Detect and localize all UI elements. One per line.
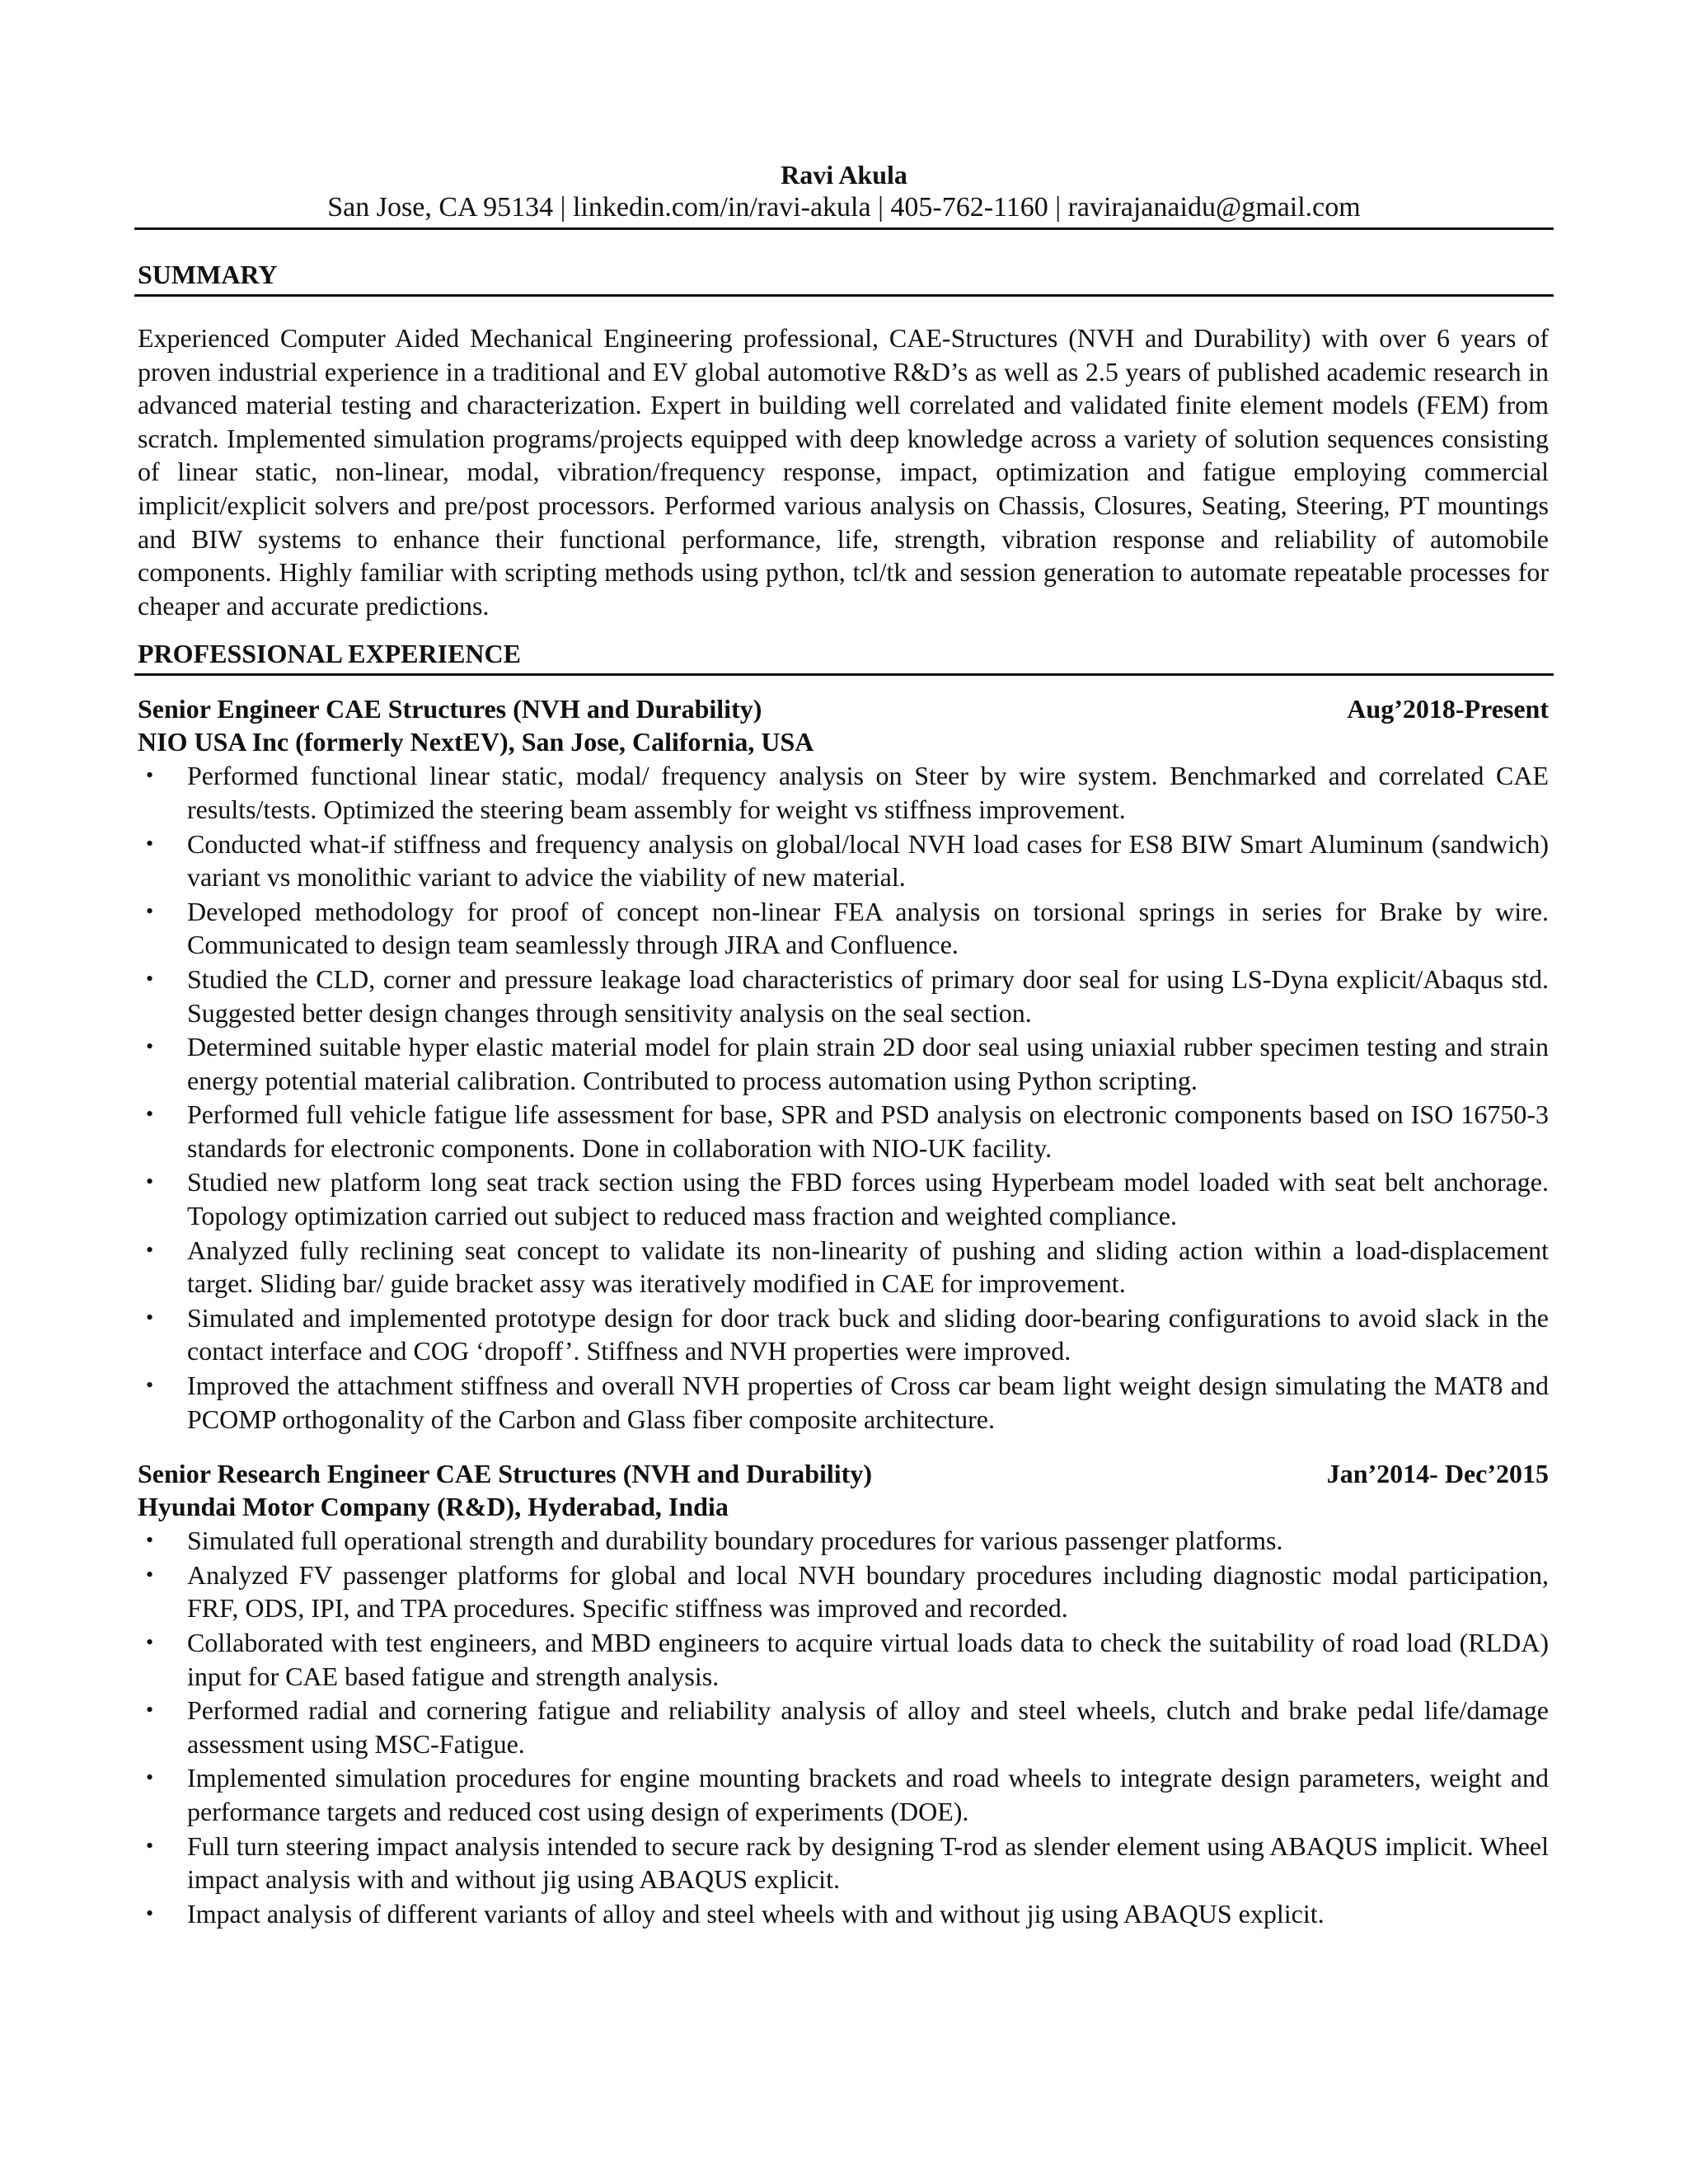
job-entry [134,692,1554,1436]
list-item [134,1098,1554,1165]
list-item [134,895,1554,962]
list-item [134,1761,1554,1828]
bullet-text: Impact analysis of different variants of alloy and steel wheels with and without jig using ABAQUS explicit. [187,1898,1325,1929]
bullet-icon: • [146,966,154,991]
bullet-text: Performed full vehicle fatigue life assessment for base, SPR and PSD analysis on electronic components based on ISO 16750-3 standards for electronic components. Done in collaboration with NIO-UK facility. [187,1099,1549,1163]
resume-page [134,158,1554,1930]
bullet-icon: • [146,1528,154,1553]
experience-heading: PROFESSIONAL EXPERIENCE [138,639,521,669]
job-header [134,1457,1554,1490]
list-item [134,1897,1554,1931]
summary-text: Experienced Computer Aided Mechanical Engineering professional, CAE-Structures (NVH and Durability) with over 6 years of proven industrial experience in a traditional and EV global automotive R&D’s as well as 2.5 years of published academic research in advanced material testing and characterization. Expert in building well correlated and validated finite element models (FEM) from scratch. Implemented simulation programs/projects equipped with deep knowledge across a variety of solution sequences consisting of linear static, non-linear, modal, vibration/frequency response, impact, optimization and fatigue employing commercial implicit/explicit solvers and pre/post processors. Performed various analysis on Chassis, Closures, Seating, Steering, PT mountings and BIW systems to enhance their functional performance, life, strength, vibration response and reliability of automobile components. Highly familiar with scripting methods using python, tcl/tk and session generation to automate repeatable processes for cheaper and accurate predictions. [138,323,1549,621]
bullet-icon: • [146,1237,154,1262]
job-bullet-list [134,1524,1554,1930]
summary-divider [134,294,1554,297]
candidate-name: Ravi Akula [781,160,907,190]
header-divider [134,227,1554,230]
job-list [134,692,1554,1930]
bullet-icon: • [146,1373,154,1398]
list-item [134,1558,1554,1625]
list-item [134,1234,1554,1301]
bullet-icon: • [146,1630,154,1654]
list-item [134,1694,1554,1760]
list-item [134,1301,1554,1368]
list-item [134,1369,1554,1436]
bullet-icon: • [146,763,154,788]
resume-header [134,158,1554,224]
job-entry [134,1457,1554,1930]
list-item [134,827,1554,894]
bullet-icon: • [146,1305,154,1329]
job-header [134,692,1554,725]
summary-heading: SUMMARY [138,260,278,289]
bullet-text: Performed functional linear static, modal/ frequency analysis on Steer by wire system. Benchmarked and correlated CAE results/tests. Optimized the steering beam assembly for weight vs stiffness improvement. [187,761,1549,824]
experience-divider [134,673,1554,676]
bullet-icon: • [146,1765,154,1790]
bullet-text: Developed methodology for proof of concept non-linear FEA analysis on torsional springs in series for Brake by wire. Communicated to design team seamlessly through JIRA and Confluence. [187,896,1549,960]
bullet-text: Performed radial and cornering fatigue and reliability analysis of alloy and steel wheels, clutch and brake pedal life/damage assessment using MSC-Fatigue. [187,1695,1549,1759]
list-item [134,1524,1554,1558]
list-item [134,759,1554,826]
list-item [134,1830,1554,1896]
bullet-icon: • [146,1900,154,1925]
bullet-text: Simulated and implemented prototype design for door track buck and sliding door-bearing configurations to avoid slack in the contact interface and COG ‘dropoff’. Stiffness and NVH properties were improved. [187,1302,1549,1366]
job-dates: Aug’2018-Present [1347,694,1549,724]
bullet-text: Analyzed FV passenger platforms for global and local NVH boundary procedures including diagnostic modal participation, FRF, ODS, IPI, and TPA procedures. Specific stiffness was improved and recorded. [187,1559,1549,1624]
job-title: Senior Engineer CAE Structures (NVH and Durability) [138,694,762,724]
list-item [134,1165,1554,1232]
bullet-text: Determined suitable hyper elastic material model for plain strain 2D door seal using uniaxial rubber specimen testing and strain energy potential material calibration. Contributed to process automation using Python scripting. [187,1032,1549,1095]
company-name: NIO USA Inc (formerly NextEV), San Jose, California, USA [138,727,814,757]
bullet-icon: • [146,1833,154,1858]
bullet-text: Conducted what-if stiffness and frequency analysis on global/local NVH load cases for ES8 BIW Smart Aluminum (sandwich) variant vs monolithic variant to advice the viability of new material. [187,828,1549,893]
contact-line: San Jose, CA 95134 | linkedin.com/in/ravi-akula | 405-762-1160 | ravirajanaidu@gmail.com [327,192,1361,223]
job-bullet-list [134,759,1554,1436]
bullet-text: Collaborated with test engineers, and MBD engineers to acquire virtual loads data to check the suitability of road load (RLDA) input for CAE based fatigue and strength analysis. [187,1628,1549,1691]
bullet-icon: • [146,1034,154,1059]
bullet-icon: • [146,831,154,855]
bullet-icon: • [146,1102,154,1127]
bullet-text: Improved the attachment stiffness and overall NVH properties of Cross car beam light weight design simulating the MAT8 and PCOMP orthogonality of the Carbon and Glass fiber composite architecture. [187,1371,1549,1434]
bullet-icon: • [146,898,154,923]
bullet-text: Analyzed fully reclining seat concept to validate its non-linearity of pushing and sliding action within a load-displacement target. Sliding bar/ guide bracket assy was iteratively modified in CAE for improvement. [187,1235,1549,1299]
bullet-text: Studied new platform long seat track section using the FBD forces using Hyperbeam model loaded with seat belt anchorage. Topology optimization carried out subject to reduced mass fraction and weighted compliance. [187,1167,1549,1231]
bullet-text: Implemented simulation procedures for engine mounting brackets and road wheels to integrate design parameters, weight and performance targets and reduced cost using design of experiments (DOE). [187,1763,1549,1826]
list-item [134,1030,1554,1097]
job-title: Senior Research Engineer CAE Structures (NVH and Durability) [138,1459,872,1489]
list-item [134,963,1554,1029]
bullet-text: Simulated full operational strength and durability boundary procedures for various passenger platforms. [187,1526,1283,1556]
bullet-icon: • [146,1169,154,1194]
job-dates: Jan’2014- Dec’2015 [1326,1459,1549,1489]
bullet-icon: • [146,1698,154,1722]
list-item [134,1626,1554,1693]
bullet-text: Full turn steering impact analysis intended to secure rack by designing T-rod as slender element using ABAQUS implicit. Wheel impact analysis with and without jig using ABAQUS explicit. [187,1830,1549,1895]
bullet-text: Studied the CLD, corner and pressure leakage load characteristics of primary door seal for using LS-Dyna explicit/Abaqus std. Suggested better design changes through sensitivity analysis on the seal section. [187,963,1549,1028]
company-name: Hyundai Motor Company (R&D), Hyderabad, India [138,1492,729,1522]
bullet-icon: • [146,1562,154,1586]
